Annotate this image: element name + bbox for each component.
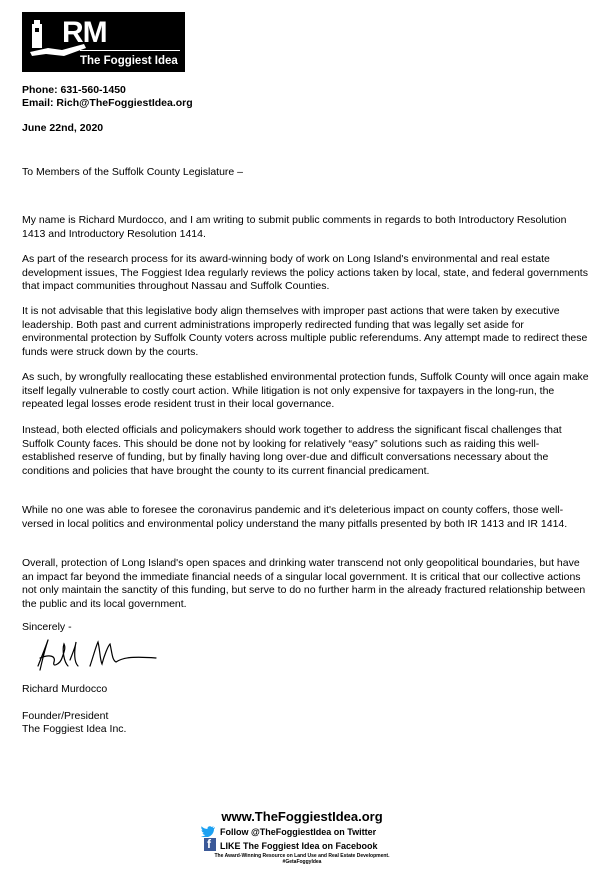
paragraph-fiscal-challenges: Instead, both elected officials and policymakers should work together to address the significant fiscal challenges that Suffolk County faces. This should be done not by looking for relatively “easy” solutions such as raiding this well-established reserve of funding, but by finally having long over-due and difficult conversations necessary about the conditions and policies that have brought the county to its current financial predicament. xyxy=(22,424,562,477)
paragraph-advisability: It is not advisable that this legislative body align themselves with improper past actions that were taken by executive leadership. Both past and current administrations improperly redirected funding that was legally set aside for environmental protection by Suffolk County voters across multiple public referendums. Any attempt made to redirect these funds were struck down by the courts. xyxy=(22,305,588,358)
closing: Sincerely - xyxy=(22,621,72,633)
paragraph-research: As part of the research process for its award-winning body of work on Long Island's environmental and real estate development issues, The Foggiest Idea regularly reviews the policy actions taken by local, state, and federal governments that impact communities throughout Nassau and Suffolk Counties. xyxy=(22,253,588,293)
footer-twitter-link[interactable]: Follow @TheFoggiestIdea on Twitter xyxy=(220,827,377,837)
paragraph-pandemic: While no one was able to foresee the coronavirus pandemic and it's deleterious impact on county coffers, those well-versed in local politics and environmental policy understand the many pitfalls presented by both IR 1413 and IR 1414. xyxy=(22,504,568,530)
logo-initials: RM xyxy=(62,16,107,49)
paragraph-intro: My name is Richard Murdocco, and I am writing to submit public comments in regards to both Introductory Resolution 1413 and Introductory Resolution 1414. xyxy=(22,214,567,240)
twitter-icon[interactable] xyxy=(200,825,216,837)
foggiest-idea-logo xyxy=(22,12,185,72)
footer-website-link[interactable]: www.TheFoggiestIdea.org xyxy=(221,809,383,824)
letter-date: June 22nd, 2020 xyxy=(22,122,104,134)
logo-divider xyxy=(80,50,180,51)
signer-org: The Foggiest Idea Inc. xyxy=(22,723,127,735)
signer-name: Richard Murdocco xyxy=(22,683,108,695)
paragraph-legal-risk: As such, by wrongfully reallocating these established environmental protection funds, Suffolk County will once again make itself legally vulnerable to costly court action. While litigation is not only expensive for taxpayers in the long-run, the repeated legal losses erode resident trust in their local governance. xyxy=(22,371,589,411)
footer-facebook-link[interactable]: LIKE The Foggiest Idea on Facebook xyxy=(220,841,378,851)
handwritten-signature xyxy=(30,636,160,674)
email-line[interactable]: Email: Rich@TheFoggiestIdea.org xyxy=(22,97,193,109)
paragraph-conclusion: Overall, protection of Long Island's open spaces and drinking water transcend not only geopolitical boundaries, but have an impact far beyond the immediate financial needs of a singular local government. It is critical that our collective actions not only maintain the sanctity of this funding, but serve to do no further harm in the already fractured relationship between the public and its local government. xyxy=(22,557,586,610)
signer-title: Founder/President xyxy=(22,710,109,722)
salutation: To Members of the Suffolk County Legislature – xyxy=(22,166,244,178)
footer-tagline: The Award-Winning Resource on Land Use and Real Estate Development. xyxy=(214,853,390,859)
facebook-icon[interactable]: f xyxy=(204,838,216,851)
footer-hashtag: #GetaFoggyIdea xyxy=(282,859,322,865)
logo-name: The Foggiest Idea xyxy=(80,55,178,67)
phone-line: Phone: 631-560-1450 xyxy=(22,84,126,96)
